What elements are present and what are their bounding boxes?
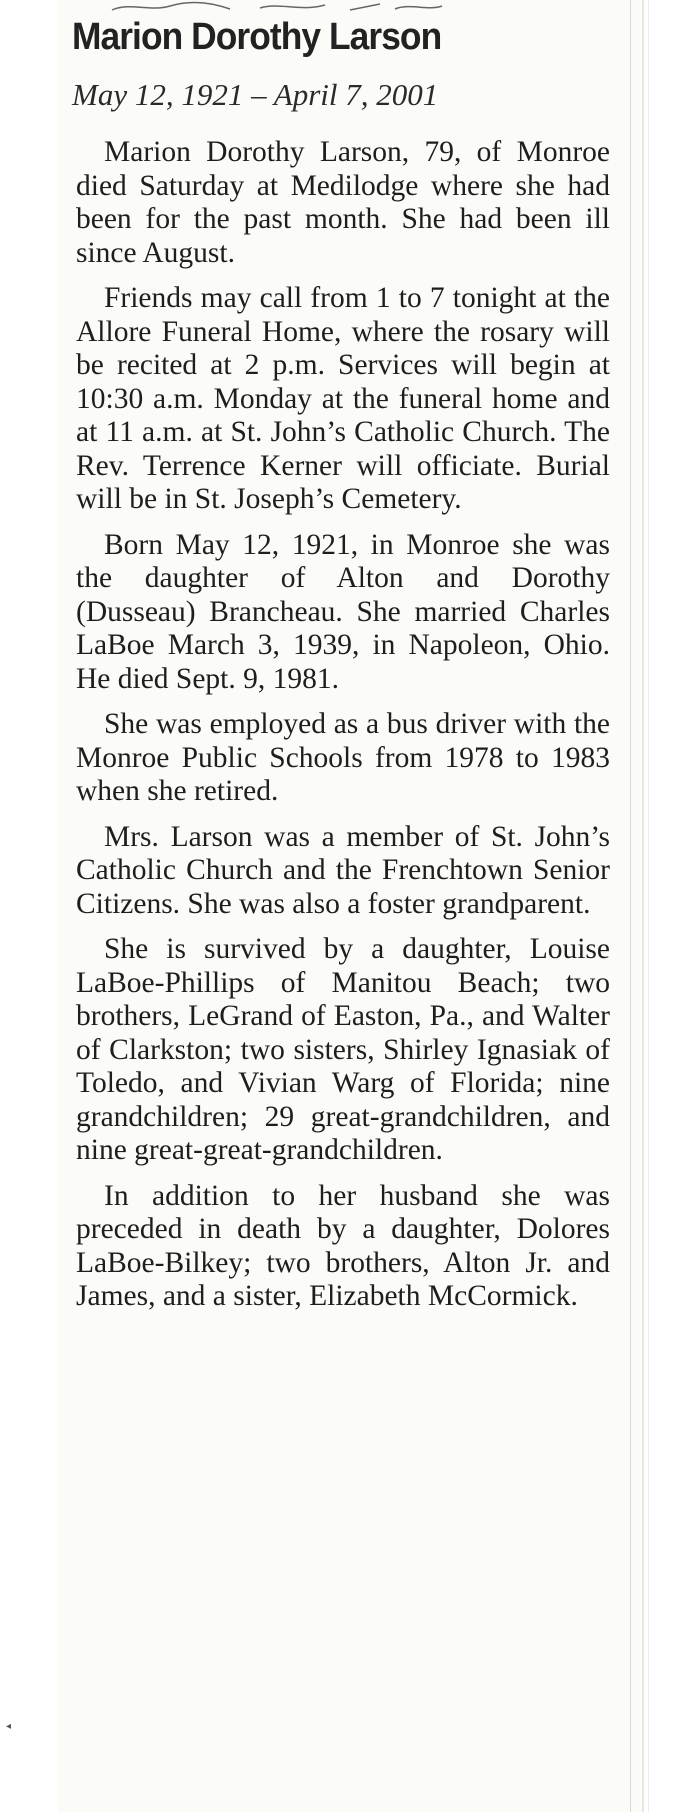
paragraph-survivors: She is survived by a daughter, Louise LaBoe-Phillips of Manitou Beach; two brothers, LeGrand of Easton, Pa., and Walter of Clarkston; two sisters, Shirley Ignasiak of Toledo, and Vivian Warg of Florida; nine grandchildren; 29 great-grandchildren, and nine great-great-grandchildren. [76,933,610,1166]
paragraph-preceded-in-death: In addition to her husband she was preceded in death by a daughter, Dolores LaBoe-Bilkey; two brothers, Alton Jr. and James, and a sister, Elizabeth McCormick. [76,1179,610,1312]
paragraph-services: Friends may call from 1 to 7 tonight at the Allore Funeral Home, where the rosary will be recited at 2 p.m. Services will begin at 10:30 a.m. Monday at the funeral home and at 11 a.m. at St. John’s Catholic Church. The Rev. Terrence Kerner will officiate. Burial will be in St. Joseph’s Cemetery. [76,282,610,515]
paragraph-death-notice: Marion Dorothy Larson, 79, of Monroe died Saturday at Medilodge where she had been for the past month. She had been ill since August. [76,136,610,269]
paragraph-memberships: Mrs. Larson was a member of St. John’s Catholic Church and the Frenchtown Senior Citizens. She was also a foster grandparent. [76,820,610,920]
stray-mark: ◂ [6,1721,12,1732]
clipping-outer-edge-line [648,0,649,1812]
obituary-body [76,136,610,1326]
obituary-headline: Marion Dorothy Larson [72,16,442,58]
handwritten-scribble [110,0,510,14]
paragraph-birth-marriage: Born May 12, 1921, in Monroe she was the daughter of Alton and Dorothy (Dusseau) Brancheau. She married Charles LaBoe March 3, 1939, in Napoleon, Ohio. He died Sept. 9, 1981. [76,528,610,695]
paragraph-employment: She was employed as a bus driver with the Monroe Public Schools from 1978 to 1983 when she retired. [76,708,610,807]
clipping-edge-line [630,0,631,1812]
life-dates: May 12, 1921 – April 7, 2001 [72,77,439,112]
